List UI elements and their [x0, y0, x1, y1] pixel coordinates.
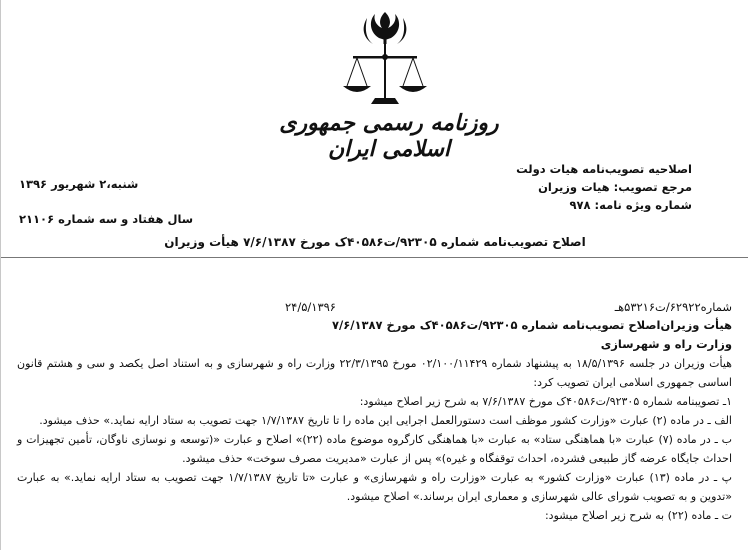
paragraph: ۱ـ تصویبنامه شماره ۹۲۳۰۵/ت۴۰۵۸۶ک مورخ ۷/۶/۱۳۸۷ به شرح زیر اصلاح میشود: [359, 395, 732, 408]
iran-emblem-with-scales-icon [335, 8, 435, 118]
page-title: اصلاح تصویب‌نامه شماره ۹۲۳۰۵/ت۴۰۵۸۶ک مورخ ۷/۶/۱۳۸۷ هیأت وزیران [164, 235, 586, 249]
special-issue-number: شماره ویژه نامه: ۹۷۸ [569, 198, 692, 212]
gazette-title: روزنامه رسمی جمهوری اسلامی ایران [279, 110, 499, 162]
document-date: ۲۴/۵/۱۳۹۶ [285, 300, 336, 314]
doc-type: اصلاحیه تصویب‌نامه هیات دولت [516, 162, 692, 176]
paragraph: ب ـ در ماده (۷) عبارت «با هماهنگی ستاد» به عبارت «با هماهنگی کارگروه موضوع ماده (۲۲)» اصلاح و عبارت «(توسعه و نوسازی ناوگان، تأمین تجهیزات و احداث جایگاه عرضه گاز طبیعی فشرده، احداث توقفگاه و غیره)» پس از عبارت «مدیریت مصرف سوخت» حذف میشود. [17, 433, 732, 465]
document-body [17, 316, 732, 525]
divider [1, 257, 748, 258]
reference-authority: مرجع تصویب: هیات وزیران [538, 180, 692, 194]
paragraph: پ ـ در ماده (۱۳) عبارت «وزارت کشور» به عبارت «وزارت راه و شهرسازی» و عبارت «تا تاریخ ۱/۷/۱۳۸۷ جهت تصویب به ستاد ارایه نماید.» به عبارت «تدوین و به تصویب شورای عالی شهرسازی و معماری ایران برساند.» اصلاح میشود. [17, 471, 732, 503]
paragraph: ت ـ ماده (۲۲) به شرح زیر اصلاح میشود: [544, 509, 732, 522]
document-subject: هیأت وزیران‌اصلاح تصویب‌نامه شماره ۹۲۳۰۵/ت۴۰۵۸۶ک مورخ ۷/۶/۱۳۸۷ [332, 318, 732, 332]
issue-date: شنبه،۲ شهریور ۱۳۹۶ [19, 177, 139, 191]
paragraph: هیأت وزیران در جلسه ۱۸/۵/۱۳۹۶ به پیشنهاد شماره ۰۲/۱۰۰/۱۱۴۲۹ مورخ ۲۲/۳/۱۳۹۵ وزارت راه و شهرسازی و به استناد اصل یکصد و سی و هشتم قانون اساسی جمهوری اسلامی ایران تصویب کرد: [17, 357, 732, 389]
document-number: شماره۶۲۹۲۲/ت۵۳۲۱۶هـ [614, 300, 732, 314]
year-and-issue-number: سال هفتاد و سه شماره ۲۱۱۰۶ [19, 212, 194, 226]
document-addressee: وزارت راه و شهرسازی [600, 337, 732, 351]
document-reference-row [17, 300, 732, 316]
paragraph: الف ـ در ماده (۲) عبارت «وزارت کشور موظف است دستورالعمل اجرایی این ماده را تا تاریخ ۱/۷/۱۳۸۷ جهت تصویب به ستاد ارایه نماید.» حذف میشود. [39, 414, 732, 427]
meta-block [392, 160, 692, 214]
